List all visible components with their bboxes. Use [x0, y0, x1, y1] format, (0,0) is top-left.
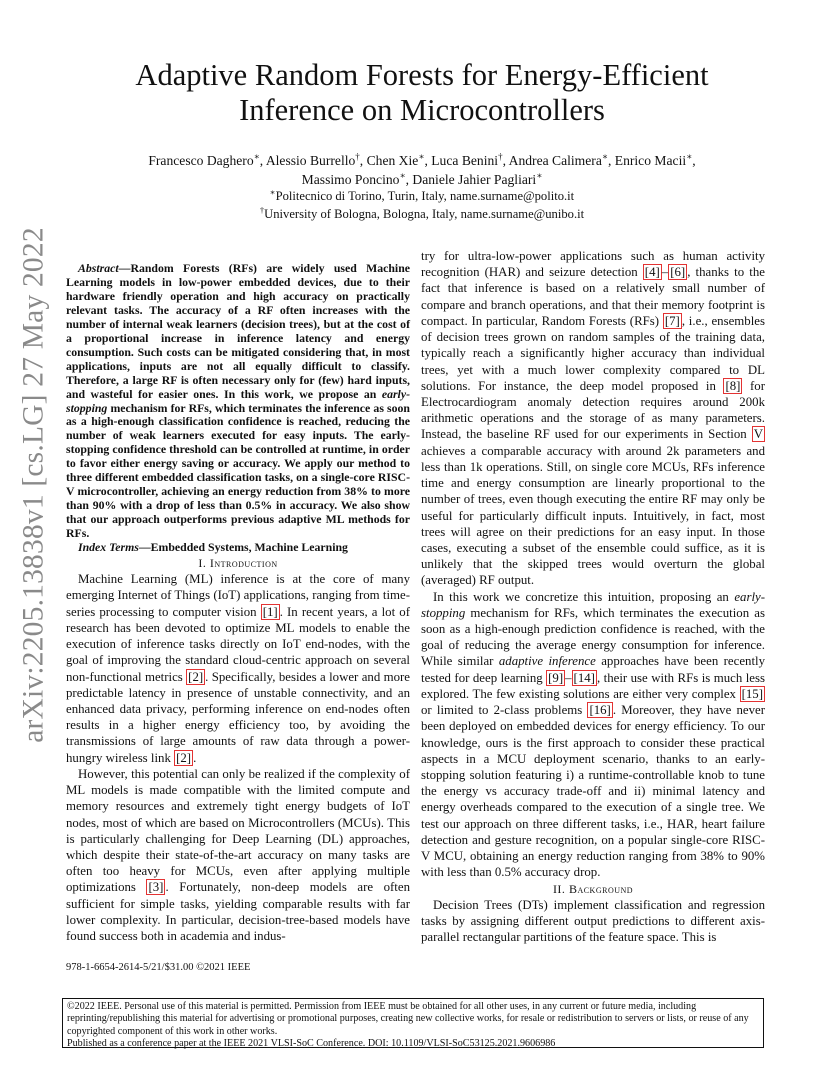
- arxiv-identifier[interactable]: arXiv:2205.13838v1 [cs.LG] 27 May 2022: [17, 227, 50, 743]
- right-column: [421, 248, 765, 945]
- author: Luca Benini: [431, 153, 499, 168]
- author: Massimo Poncino: [301, 171, 400, 187]
- title-line-1: Adaptive Random Forests for Energy-Efficient: [135, 58, 709, 92]
- intro-paragraph-1: Machine Learning (ML) inference is at the core of many emerging Internet of Things (IoT) applications, ranging from time-series processing to computer vision [1] . In recent years, a lot of research has been devoted to optimize ML models to enable the execution of inference tasks directly on IoT end-nodes, with the goal of improving the standard cloud-centric approach on several non-functional metrics [2] . Specifically, besides a lower and more predictable latency in presence of unstable connectivity, and an enhanced data privacy, performing inference on end-nodes often results in a higher energy efficiency too, by avoiding the transmissions of large amounts of raw data through a power-hungry wireless link [2] .: [66, 572, 410, 765]
- author: Enrico Macii: [614, 153, 687, 168]
- citation-link[interactable]: [4]: [644, 265, 660, 280]
- author-list: Francesco Daghero∗, Alessio Burrello†, Chen Xie∗, Luca Benini†, Andrea Calimera∗, Enrico Macii∗, Massimo Poncino∗, Daniele Jahier Pagliari∗: [148, 151, 696, 187]
- citation-link[interactable]: [6]: [670, 265, 686, 280]
- citation-link[interactable]: [7]: [664, 313, 680, 328]
- index-terms-label: Index Terms: [78, 540, 139, 555]
- citation-link[interactable]: [1]: [262, 604, 278, 619]
- section-link[interactable]: V: [753, 427, 763, 442]
- author: Daniele Jahier Pagliari: [412, 171, 537, 187]
- citation-link[interactable]: [8]: [725, 378, 741, 393]
- citation-link[interactable]: [3]: [148, 880, 164, 895]
- background-paragraph-1: Decision Trees (DTs) implement classification and regression tasks by assigning different output predictions to different axis-parallel rectangular partitions of the feature space. This is: [421, 897, 765, 945]
- affiliation-unibo: †University of Bologna, Bologna, Italy, name.surname@unibo.it: [259, 204, 585, 221]
- citation-link[interactable]: [9]: [548, 670, 564, 685]
- citation-link[interactable]: [16]: [589, 703, 611, 718]
- affiliations: [80, 188, 764, 223]
- section-heading-introduction: I. Introduction: [198, 556, 278, 571]
- arxiv-sidebar: [14, 227, 54, 743]
- author: Francesco Daghero: [148, 153, 254, 168]
- author: Andrea Calimera: [508, 153, 602, 168]
- intro-paragraph-2: However, this potential can only be realized if the complexity of ML models is made compatible with the limited compute and memory resources and extremely tight energy budgets of IoT nodes, most of which are based on Microcontrollers (MCUs). This is particularly challenging for Deep Learning (DL) approaches, which despite their state-of-the-art accuracy on many tasks are often too heavy for MCUs, even after applying multiple optimizations [3] . Fortunately, non-deep models are often sufficient for simple tasks, yielding comparable results with far lower complexity. In particular, decision-tree-based models have found success both in academia and indus-: [66, 766, 410, 944]
- paper-title: [80, 58, 764, 128]
- citation-link[interactable]: [2]: [188, 669, 204, 684]
- intro-paragraph-4: In this work we concretize this intuition, proposing an early-stopping mechanism for RFs, which terminates the execution as soon as a high-enough prediction confidence is reached, with the goal of reducing the average energy consumption for inference. While similar adaptive inference approaches have been recently tested for deep learning [9] – [14] , their use with RFs is much less explored. The few existing solutions are either very complex [15] or limited to 2-class problems [16] . Moreover, they have never been deployed on embedded devices for energy efficiency. To our knowledge, ours is the first approach to consider these practical aspects in a MCU deployment scenario, thanks to an early-stopping solution featuring i) a runtime-controllable knob to tune the energy vs accuracy trade-off and ii) minimal latency and energy overheads compared to the execution of a single tree. We test our approach on three different tasks, i.e., HAR, heart failure detection and gesture recognition, on a popular single-core RISC-V MCU, obtaining an energy reduction ranging from 38% to 90% with less than 0.5% accuracy drop.: [421, 589, 765, 880]
- intro-paragraph-3: try for ultra-low-power applications such as human activity recognition (HAR) and seizure detection [4] – [6] , thanks to the fact that inference is based on a relatively small number of compare and branch operations, and that their memory footprint is compact. In particular, Random Forests (RFs) [7] , i.e., ensembles of decision trees grown on random samples of the training data, typically reach a significantly higher accuracy than individual trees, yet with a much lower complexity compared to DL solutions. For instance, the deep model proposed in [8] for Electrocardiogram anomaly detection requires around 200k arithmetic operations and the storage of as many parameters. Instead, the baseline RF used for our experiments in Section V achieves a comparable accuracy with around 2k parameters and less than 1k operations. Still, on single core MCUs, RFs inference time and energy consumption are linearly proportional to the number of trees, even though executing the entire RF may only be useful for particularly difficult inputs. Intuitively, in fact, most trees will agree on their predictions for an easy input. In those cases, executing a subset of the ensemble could suffice, as it is unlikely that the skipped trees would overturn the global (averaged) RF output.: [421, 249, 765, 588]
- publication-info: Published as a conference paper at the IEEE 2021 VLSI-SoC Conference. DOI: 10.1109/VLSI-SoC53125.2021.9606986: [67, 1037, 556, 1049]
- index-terms: —Embedded Systems, Machine Learning: [138, 540, 348, 555]
- isbn-footer: 978-1-6654-2614-5/21/$31.00 ©2021 IEEE: [66, 962, 251, 973]
- author: Alessio Burrello: [265, 153, 356, 168]
- citation-link[interactable]: [14]: [573, 670, 595, 685]
- citation-link[interactable]: [2]: [176, 750, 192, 765]
- section-heading-background: II. Background: [552, 881, 634, 896]
- citation-link[interactable]: [15]: [741, 686, 763, 701]
- copyright-notice: [62, 998, 764, 1048]
- abstract: Abstract—Random Forests (RFs) are widely used Machine Learning models in low-power embedded devices, due to their hardware friendly operation and high accuracy on practically relevant tasks. The accuracy of a RF often increases with the number of internal weak learners (decision trees), but at the cost of a proportional increase in inference latency and energy consumption. Such costs can be mitigated considering that, in most applications, inputs are not all equally difficult to classify. Therefore, a large RF is often necessary only for (few) hard inputs, and wasteful for easier ones. In this work, we propose an early-stopping mechanism for RFs, which terminates the inference as soon as a high-enough classification confidence is reached, reducing the number of weak learners executed for easy inputs. The early-stopping confidence threshold can be controlled at runtime, in order to favor either energy saving or accuracy. We apply our method to three different embedded classification tasks, on a single-core RISC-V microcontroller, achieving an energy reduction from 38% to more than 90% with a drop of less than 0.5% in accuracy. We also show that our approach outperforms previous adaptive ML methods for RFs. Index Terms—Embedded Systems, Machine Learning: [66, 261, 410, 555]
- abstract-label: Abstract: [78, 261, 119, 275]
- copyright-text: ©2022 IEEE. Personal use of this material is permitted. Permission from IEEE must be obtained for all other uses, in any current or future media, including reprinting/republishing this material for advertising or promotional purposes, creating new collective works, for resale or redistribution to servers or lists, or reuse of any copyrighted component of this work in other works.: [67, 1001, 749, 1037]
- affiliation-polito: ∗Politecnico di Torino, Turin, Italy, name.surname@polito.it: [269, 186, 575, 203]
- left-column: [66, 262, 410, 944]
- title-line-2: Inference on Microcontrollers: [239, 93, 605, 127]
- author: Chen Xie: [366, 153, 419, 168]
